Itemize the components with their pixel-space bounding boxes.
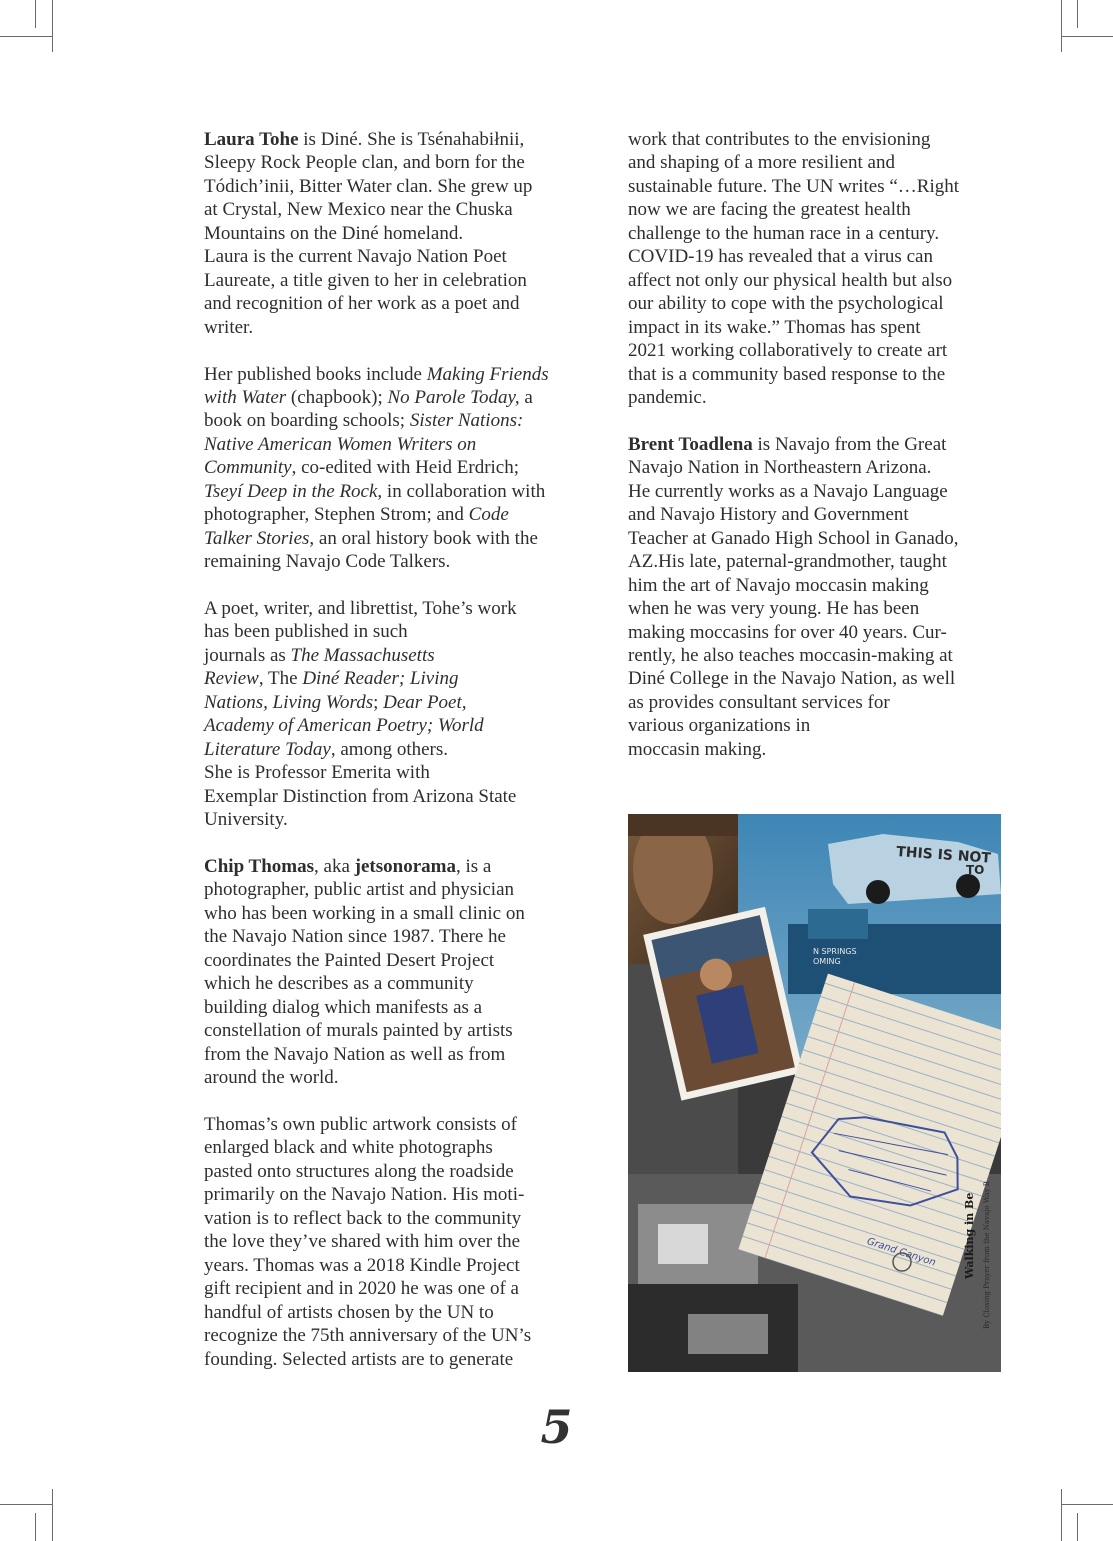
tohe-books-paragraph: Her published books include Making Friends with Water (chapbook); No Parole Today, a book on boarding schools; Sister Nations: Native American Women Writers on Community, co-edited with Heid Erdrich; Tseyí Deep in the Rock, in collaboration with photographer, Stephen Strom; and Code Talker Stories, an oral history book with the remaining Navajo Code Talkers. [204,363,549,573]
name-chip-thomas: Chip Thomas [204,856,315,877]
tohe-journals-paragraph: A poet, writer, and librettist, Tohe’s work has been published in such journals as The Massachusetts Review, The Diné Reader; Living Nations, Living Words; Dear Poet, Academy of American Poetry; World Literature Today, among others. She is Professor Emerita with Exemplar Distinction from Arizona State University. [204,598,517,831]
collage-subtitle: By Closing Prayer from the Navajo Way B [983,1181,991,1329]
collage-photo [628,814,1001,1372]
thomas-bio-paragraph: Chip Thomas, aka jetsonorama, is a photographer, public artist and physician who has been working in a small clinic on the Navajo Nation since 1987. There he coordinates the Painted Desert Project which he describes as a community building dialog which manifests as a constellation of murals painted by artists from the Navajo Nation as well as from around the world. [204,856,525,1089]
sign-text-2: OMING [813,957,841,966]
left-column [204,128,584,1394]
mural-text-2: TO [966,863,985,877]
collage-title: Walking in Be [963,1192,976,1279]
thomas-artwork-paragraph: Thomas’s own public artwork consists of enlarged black and white photographs pasted onto structures along the roadside primarily on the Navajo Nation. His moti- vation is to reflect back to the community the love they’ve shared with him over the years. Thomas was a 2018 Kindle Project gift recipient and in 2020 he was one of a handful of artists chosen by the UN to recognize the 75th anniversary of the UN’s founding. Selected artists are to generate [204,1113,532,1370]
thomas-continued-paragraph: work that contributes to the envisioning and shaping of a more resilient and sustainable future. The UN writes “…Right now we are facing the greatest health challenge to the human race in a century. COVID-19 has revealed that a virus can affect not only our physical health but also our ability to cope with the psychological impact in its wake.” Thomas has spent 2021 working collaboratively to create art that is a community based response to the pandemic. [628,129,960,408]
right-column [628,128,1008,785]
sign-text-1: N SPRINGS [813,947,857,956]
drawing-caption: Grand Canyon [865,1236,938,1269]
toadlena-bio-paragraph: Brent Toadlena is Navajo from the Great Navajo Nation in Northeastern Arizona. He currently works as a Navajo Language and Navajo History and Government Teacher at Ganado High School in Ganado, AZ.His late, paternal-grandmother, taught him the art of Navajo moccasin making when he was very young. He has been making moccasins for over 40 years. Cur- rently, he also teaches moccasin-making at Diné College in the Navajo Nation, as well as provides consultant services for various organizations in moccasin making. [628,433,959,760]
name-brent-toadlena: Brent Toadlena [628,433,753,455]
mural-text: THIS IS NOT [895,844,992,867]
page-number: 5 [540,1400,573,1454]
name-laura-tohe: Laura Tohe [204,129,299,150]
tohe-bio-paragraph: Laura Tohe is Diné. She is Tsénahabiłnii, Sleepy Rock People clan, and born for the Tódich’inii, Bitter Water clan. She grew up at Crystal, New Mexico near the Chuska Mountains on the Diné homeland. Laura is the current Navajo Nation Poet Laureate, a title given to her in celebration and recognition of her work as a poet and writer. [204,129,533,338]
